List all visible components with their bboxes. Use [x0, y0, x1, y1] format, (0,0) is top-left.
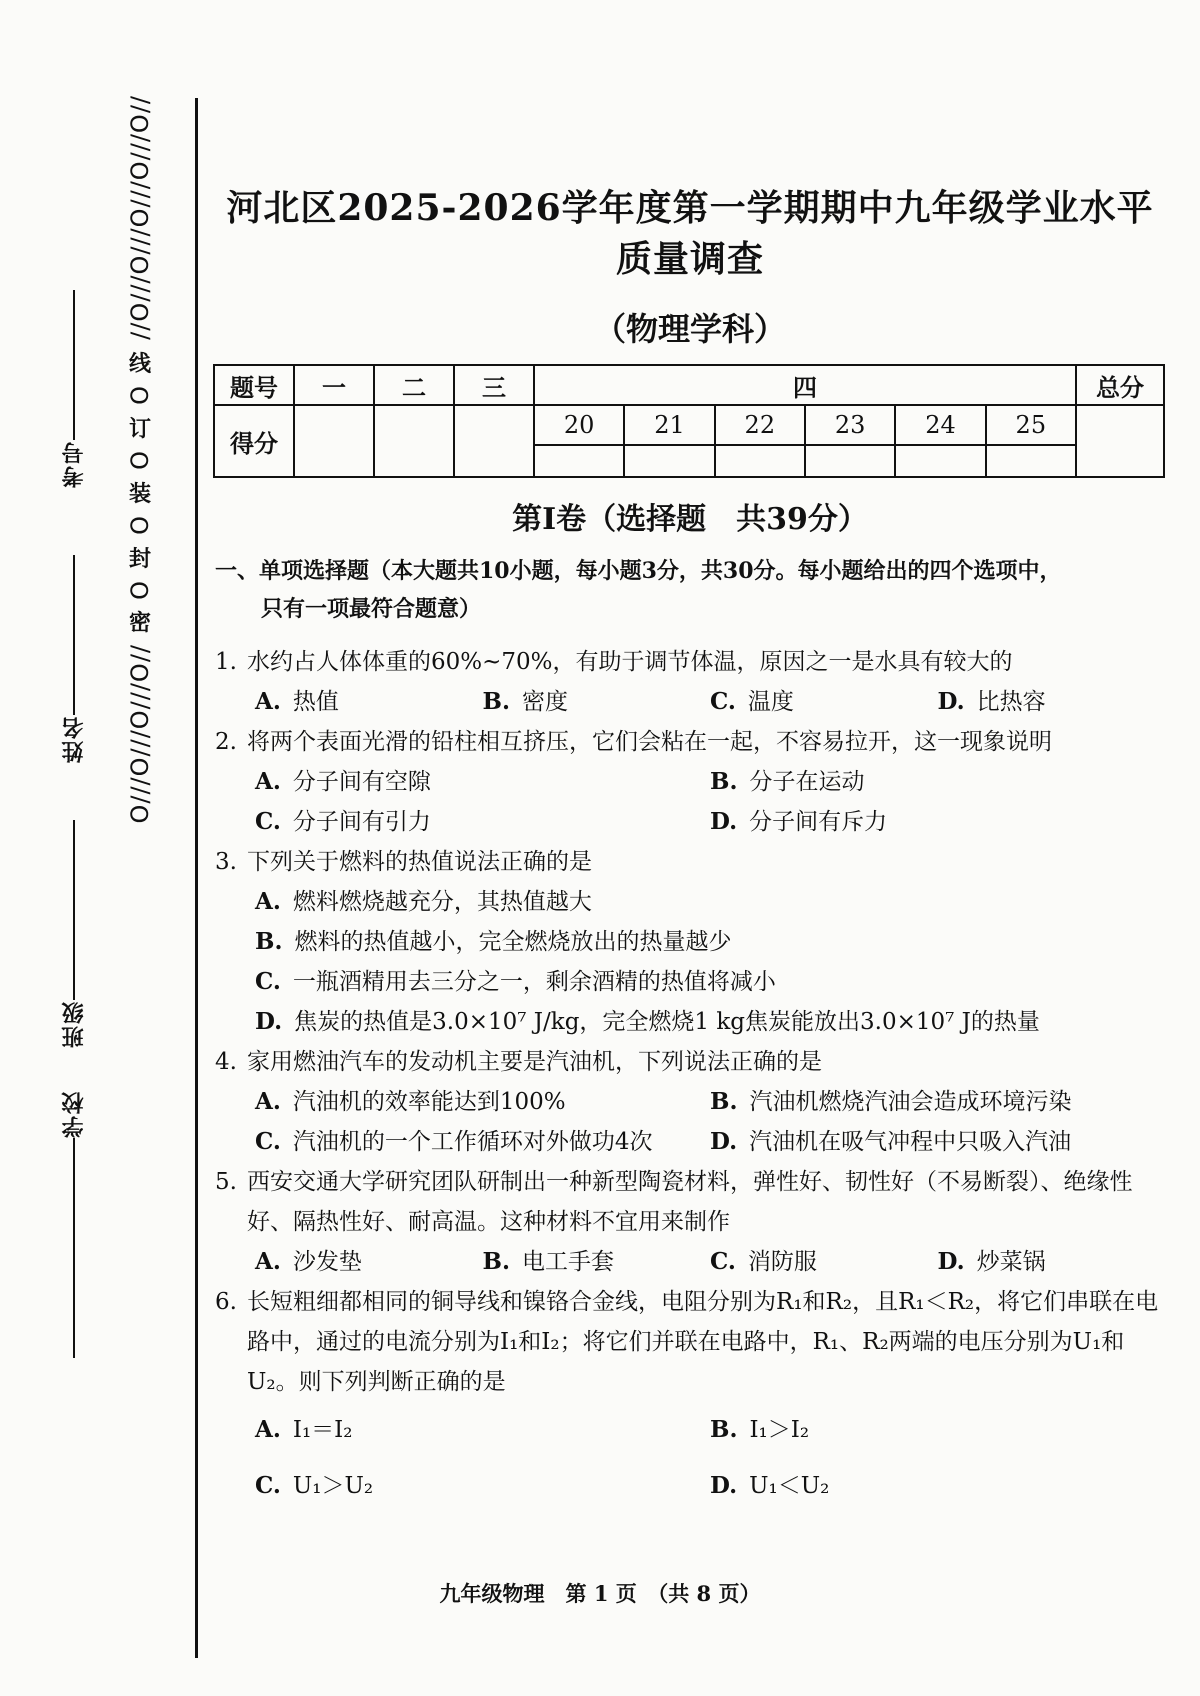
option-b[interactable]: B. 密度 [482, 688, 568, 715]
page-title: 河北区2025-2026学年度第一学期期中九年级学业水平质量调查 [226, 187, 1154, 280]
seal-pattern: O [126, 384, 154, 405]
seal-pattern: O [126, 514, 154, 535]
school-label: 学校 [61, 1090, 87, 1138]
score-header-section-2: 二 [374, 365, 454, 405]
seal-pattern: O [126, 579, 154, 600]
option-d[interactable]: D. 汽油机在吸气冲程中只吸入汽油 [710, 1128, 1072, 1155]
score-header-section-4: 四 [534, 365, 1076, 405]
option-d[interactable]: D. 比热容 [937, 688, 1046, 715]
question-stem: 将两个表面光滑的铅柱相互挤压，它们会粘在一起，不容易拉开，这一现象说明 [247, 729, 1052, 755]
score-cell-q23[interactable] [805, 445, 895, 477]
option-d[interactable]: D. 炒菜锅 [937, 1248, 1046, 1275]
page-footer: 九年级物理 第 1 页 （共 8 页） [439, 1581, 761, 1606]
question-number: 4. [215, 1049, 237, 1075]
score-cell-section-2[interactable] [374, 405, 454, 477]
score-header-section-3: 三 [454, 365, 534, 405]
exam-number-label: 考号 [61, 440, 87, 488]
option-d[interactable]: D. 焦炭的热值是3.0×10⁷ J/kg，完全燃烧1 kg焦炭能放出3.0×10⁷ J的热量 [255, 1008, 1040, 1035]
score-header-label: 题号 [214, 365, 294, 405]
question-5 [215, 1162, 1165, 1282]
question-number: 3. [215, 849, 237, 875]
part1-title: 第Ⅰ卷（选择题 共39分） [512, 502, 868, 537]
score-sub-header: 23 [805, 405, 895, 445]
seal-char-secret: 密 [128, 610, 151, 637]
option-d[interactable]: D. U₁＜U₂ [710, 1472, 830, 1499]
seal-char-line: 线 [128, 350, 151, 377]
question-stem: 西安交通大学研究团队研制出一种新型陶瓷材料，弹性好、韧性好（不易断裂）、绝缘性好、隔热性好、耐高温。这种材料不宜用来制作 [247, 1169, 1133, 1235]
option-d[interactable]: D. 分子间有斥力 [710, 808, 888, 835]
question-stem: 下列关于燃料的热值说法正确的是 [247, 849, 592, 875]
instruction-line-1: 一、单项选择题（本大题共10小题，每小题3分，共30分。每小题给出的四个选项中， [215, 558, 1062, 584]
exam-number-field [58, 290, 89, 488]
option-c[interactable]: C. U₁＞U₂ [255, 1472, 374, 1499]
question-4 [215, 1042, 1165, 1162]
name-label: 姓名 [61, 715, 87, 763]
question-stem: 家用燃油汽车的发动机主要是汽油机，下列说法正确的是 [247, 1049, 822, 1075]
score-sub-header: 21 [624, 405, 714, 445]
score-row-label: 得分 [214, 405, 294, 477]
score-sub-header: 22 [715, 405, 805, 445]
score-cell-section-3[interactable] [454, 405, 534, 477]
score-cell-q20[interactable] [534, 445, 624, 477]
question-3 [215, 842, 1165, 1042]
question-6 [215, 1282, 1165, 1514]
margin-divider [195, 98, 198, 1658]
seal-char-staple: 订 [128, 415, 151, 442]
school-field [58, 1090, 89, 1358]
instruction-line-2: 只有一项最符合题意） [261, 596, 482, 622]
class-field [58, 820, 89, 1048]
question-stem: 长短粗细都相同的铜导线和镍铬合金线，电阻分别为R₁和R₂，且R₁＜R₂，将它们串联在电路中，通过的电流分别为I₁和I₂；将它们并联在电路中，R₁、R₂两端的电压分别为U₁和U₂。则下列判断正确的是 [247, 1289, 1159, 1395]
question-number: 5. [215, 1169, 237, 1195]
class-label: 班级 [61, 1000, 87, 1048]
seal-char-bind: 装 [128, 480, 151, 507]
score-cell-q25[interactable] [986, 445, 1076, 477]
binding-margin [0, 0, 200, 1696]
question-number: 2. [215, 729, 237, 755]
exam-number-rule [73, 290, 75, 440]
question-stem: 水约占人体体重的60%~70%，有助于调节体温，原因之一是水具有较大的 [247, 649, 1013, 675]
score-sub-header: 24 [895, 405, 985, 445]
option-c[interactable]: C. 一瓶酒精用去三分之一，剩余酒精的热值将减小 [255, 968, 776, 995]
option-a[interactable]: A. I₁＝I₂ [255, 1416, 353, 1443]
score-sub-header: 20 [534, 405, 624, 445]
option-a[interactable]: A. 汽油机的效率能达到100% [255, 1088, 566, 1115]
option-b[interactable]: B. 分子在运动 [710, 768, 865, 795]
score-sub-header: 25 [986, 405, 1076, 445]
score-header-total: 总分 [1076, 365, 1164, 405]
question-2 [215, 722, 1165, 842]
score-cell-section-1[interactable] [294, 405, 374, 477]
score-cell-q21[interactable] [624, 445, 714, 477]
option-a[interactable]: A. 分子间有空隙 [255, 768, 431, 795]
class-rule [73, 820, 75, 1000]
option-c[interactable]: C. 分子间有引力 [255, 808, 431, 835]
option-b[interactable]: B. 燃料的热值越小，完全燃烧放出的热量越少 [255, 928, 732, 955]
score-header-section-1: 一 [294, 365, 374, 405]
seal-line [122, 95, 158, 1675]
school-rule [73, 1138, 75, 1358]
option-c[interactable]: C. 汽油机的一个工作循环对外做功4次 [255, 1128, 653, 1155]
question-number: 6. [215, 1289, 237, 1315]
page-subtitle: （物理学科） [593, 310, 786, 348]
name-rule [73, 555, 75, 715]
seal-pattern: //O///O///O///O///O// [126, 95, 154, 340]
option-a[interactable]: A. 沙发垫 [255, 1248, 362, 1275]
part1-instruction [215, 552, 1165, 628]
score-cell-q24[interactable] [895, 445, 985, 477]
option-b[interactable]: B. I₁＞I₂ [710, 1416, 810, 1443]
option-b[interactable]: B. 汽油机燃烧汽油会造成环境污染 [710, 1088, 1072, 1115]
exam-page [215, 180, 1165, 1514]
option-c[interactable]: C. 温度 [710, 688, 794, 715]
seal-pattern: O [126, 449, 154, 470]
question-1 [215, 642, 1165, 722]
score-cell-total[interactable] [1076, 405, 1164, 477]
question-number: 1. [215, 649, 237, 675]
option-c[interactable]: C. 消防服 [710, 1248, 817, 1275]
score-table [213, 364, 1165, 478]
option-b[interactable]: B. 电工手套 [482, 1248, 614, 1275]
score-cell-q22[interactable] [715, 445, 805, 477]
option-a[interactable]: A. 热值 [255, 688, 339, 715]
name-field [58, 555, 89, 763]
option-a[interactable]: A. 燃料燃烧越充分，其热值越大 [255, 888, 592, 915]
seal-pattern: O///O///O///O// [126, 644, 154, 824]
seal-char-seal: 封 [128, 545, 151, 572]
